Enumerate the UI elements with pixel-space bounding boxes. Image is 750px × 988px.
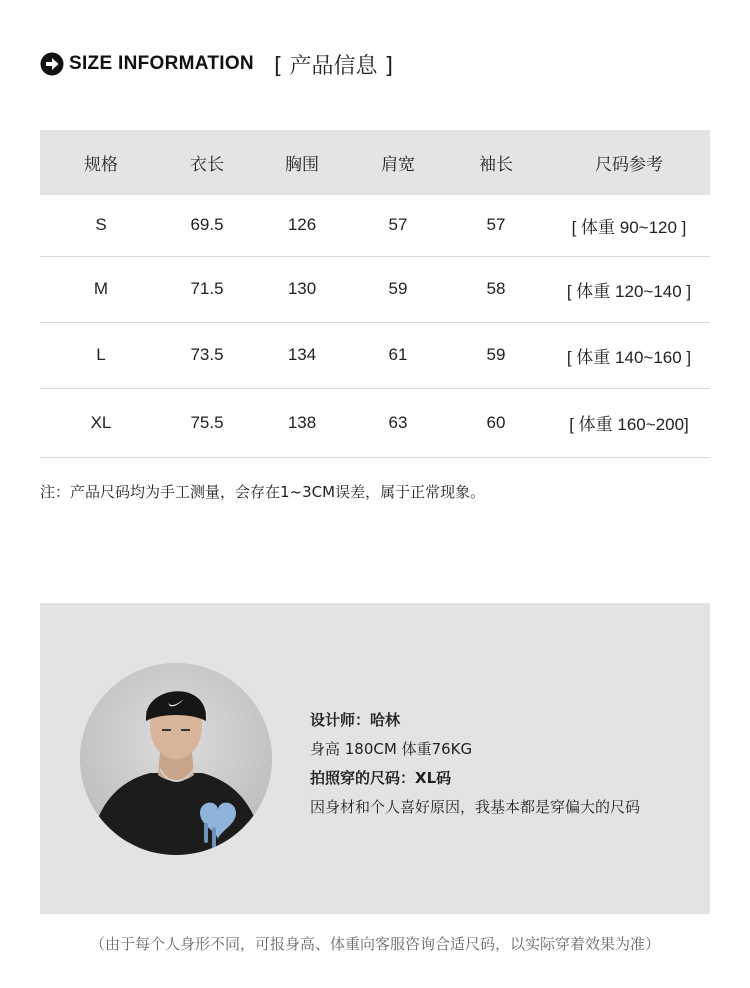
section-title-cn: [ 产品信息 ] <box>273 53 394 79</box>
column-header: 袖长 <box>479 155 513 175</box>
table-cell: S <box>95 215 107 235</box>
table-cell: 59 <box>388 279 408 298</box>
designer-photo-size: 拍照穿的尺码：XL码 <box>310 769 452 787</box>
column-header: 胸围 <box>285 155 319 175</box>
column-header: 规格 <box>84 155 118 175</box>
table-cell: 130 <box>287 279 317 298</box>
designer-body-stats: 身高 180CM 体重76KG <box>310 740 473 758</box>
table-cell: L <box>96 345 106 364</box>
table-row <box>40 388 710 457</box>
designer-comment: 因身材和个人喜好原因，我基本都是穿偏大的尺码 <box>310 798 641 816</box>
table-cell: [ 体重 120~140 ] <box>566 281 692 301</box>
table-cell: 60 <box>486 412 506 432</box>
section-header <box>40 48 393 80</box>
table-cell: 75.5 <box>190 412 224 432</box>
table-cell: 71.5 <box>190 279 224 298</box>
designer-card <box>40 603 710 914</box>
designer-info <box>310 706 640 822</box>
column-header: 尺码参考 <box>595 155 663 175</box>
table-cell: XL <box>90 412 112 432</box>
table-row <box>40 256 710 322</box>
arrow-right-circle-icon <box>40 52 64 76</box>
table-cell: 59 <box>486 345 506 364</box>
table-cell: 134 <box>287 345 317 364</box>
table-cell: 69.5 <box>190 215 224 235</box>
measurement-note: 注：产品尺码均为手工测量，会存在1~3CM误差，属于正常现象。 <box>40 483 486 501</box>
table-cell: [ 体重 140~160 ] <box>566 347 692 367</box>
table-cell: 73.5 <box>190 345 224 364</box>
table-row <box>40 195 710 256</box>
column-header: 肩宽 <box>381 155 415 175</box>
footer-note: （由于每个人身形不同，可报身高、体重向客服咨询合适尺码，以实际穿着效果为准） <box>89 935 660 953</box>
table-cell: 61 <box>388 345 408 364</box>
column-header: 衣长 <box>190 155 224 175</box>
table-cell: M <box>93 279 109 298</box>
table-cell: 63 <box>388 412 408 432</box>
table-cell: 58 <box>486 279 506 298</box>
table-cell: [ 体重 160~200] <box>569 415 689 434</box>
designer-photo <box>80 663 272 855</box>
size-table <box>40 130 710 458</box>
table-cell: 57 <box>486 215 506 235</box>
table-cell: 57 <box>388 215 408 235</box>
table-cell: [ 体重 90~120 ] <box>571 217 687 237</box>
section-title-en: SIZE INFORMATION <box>69 53 254 74</box>
table-cell: 138 <box>287 412 317 432</box>
designer-name: 设计师：哈林 <box>310 711 401 729</box>
table-cell: 126 <box>287 215 317 235</box>
table-header-row <box>40 130 710 195</box>
table-row <box>40 322 710 388</box>
